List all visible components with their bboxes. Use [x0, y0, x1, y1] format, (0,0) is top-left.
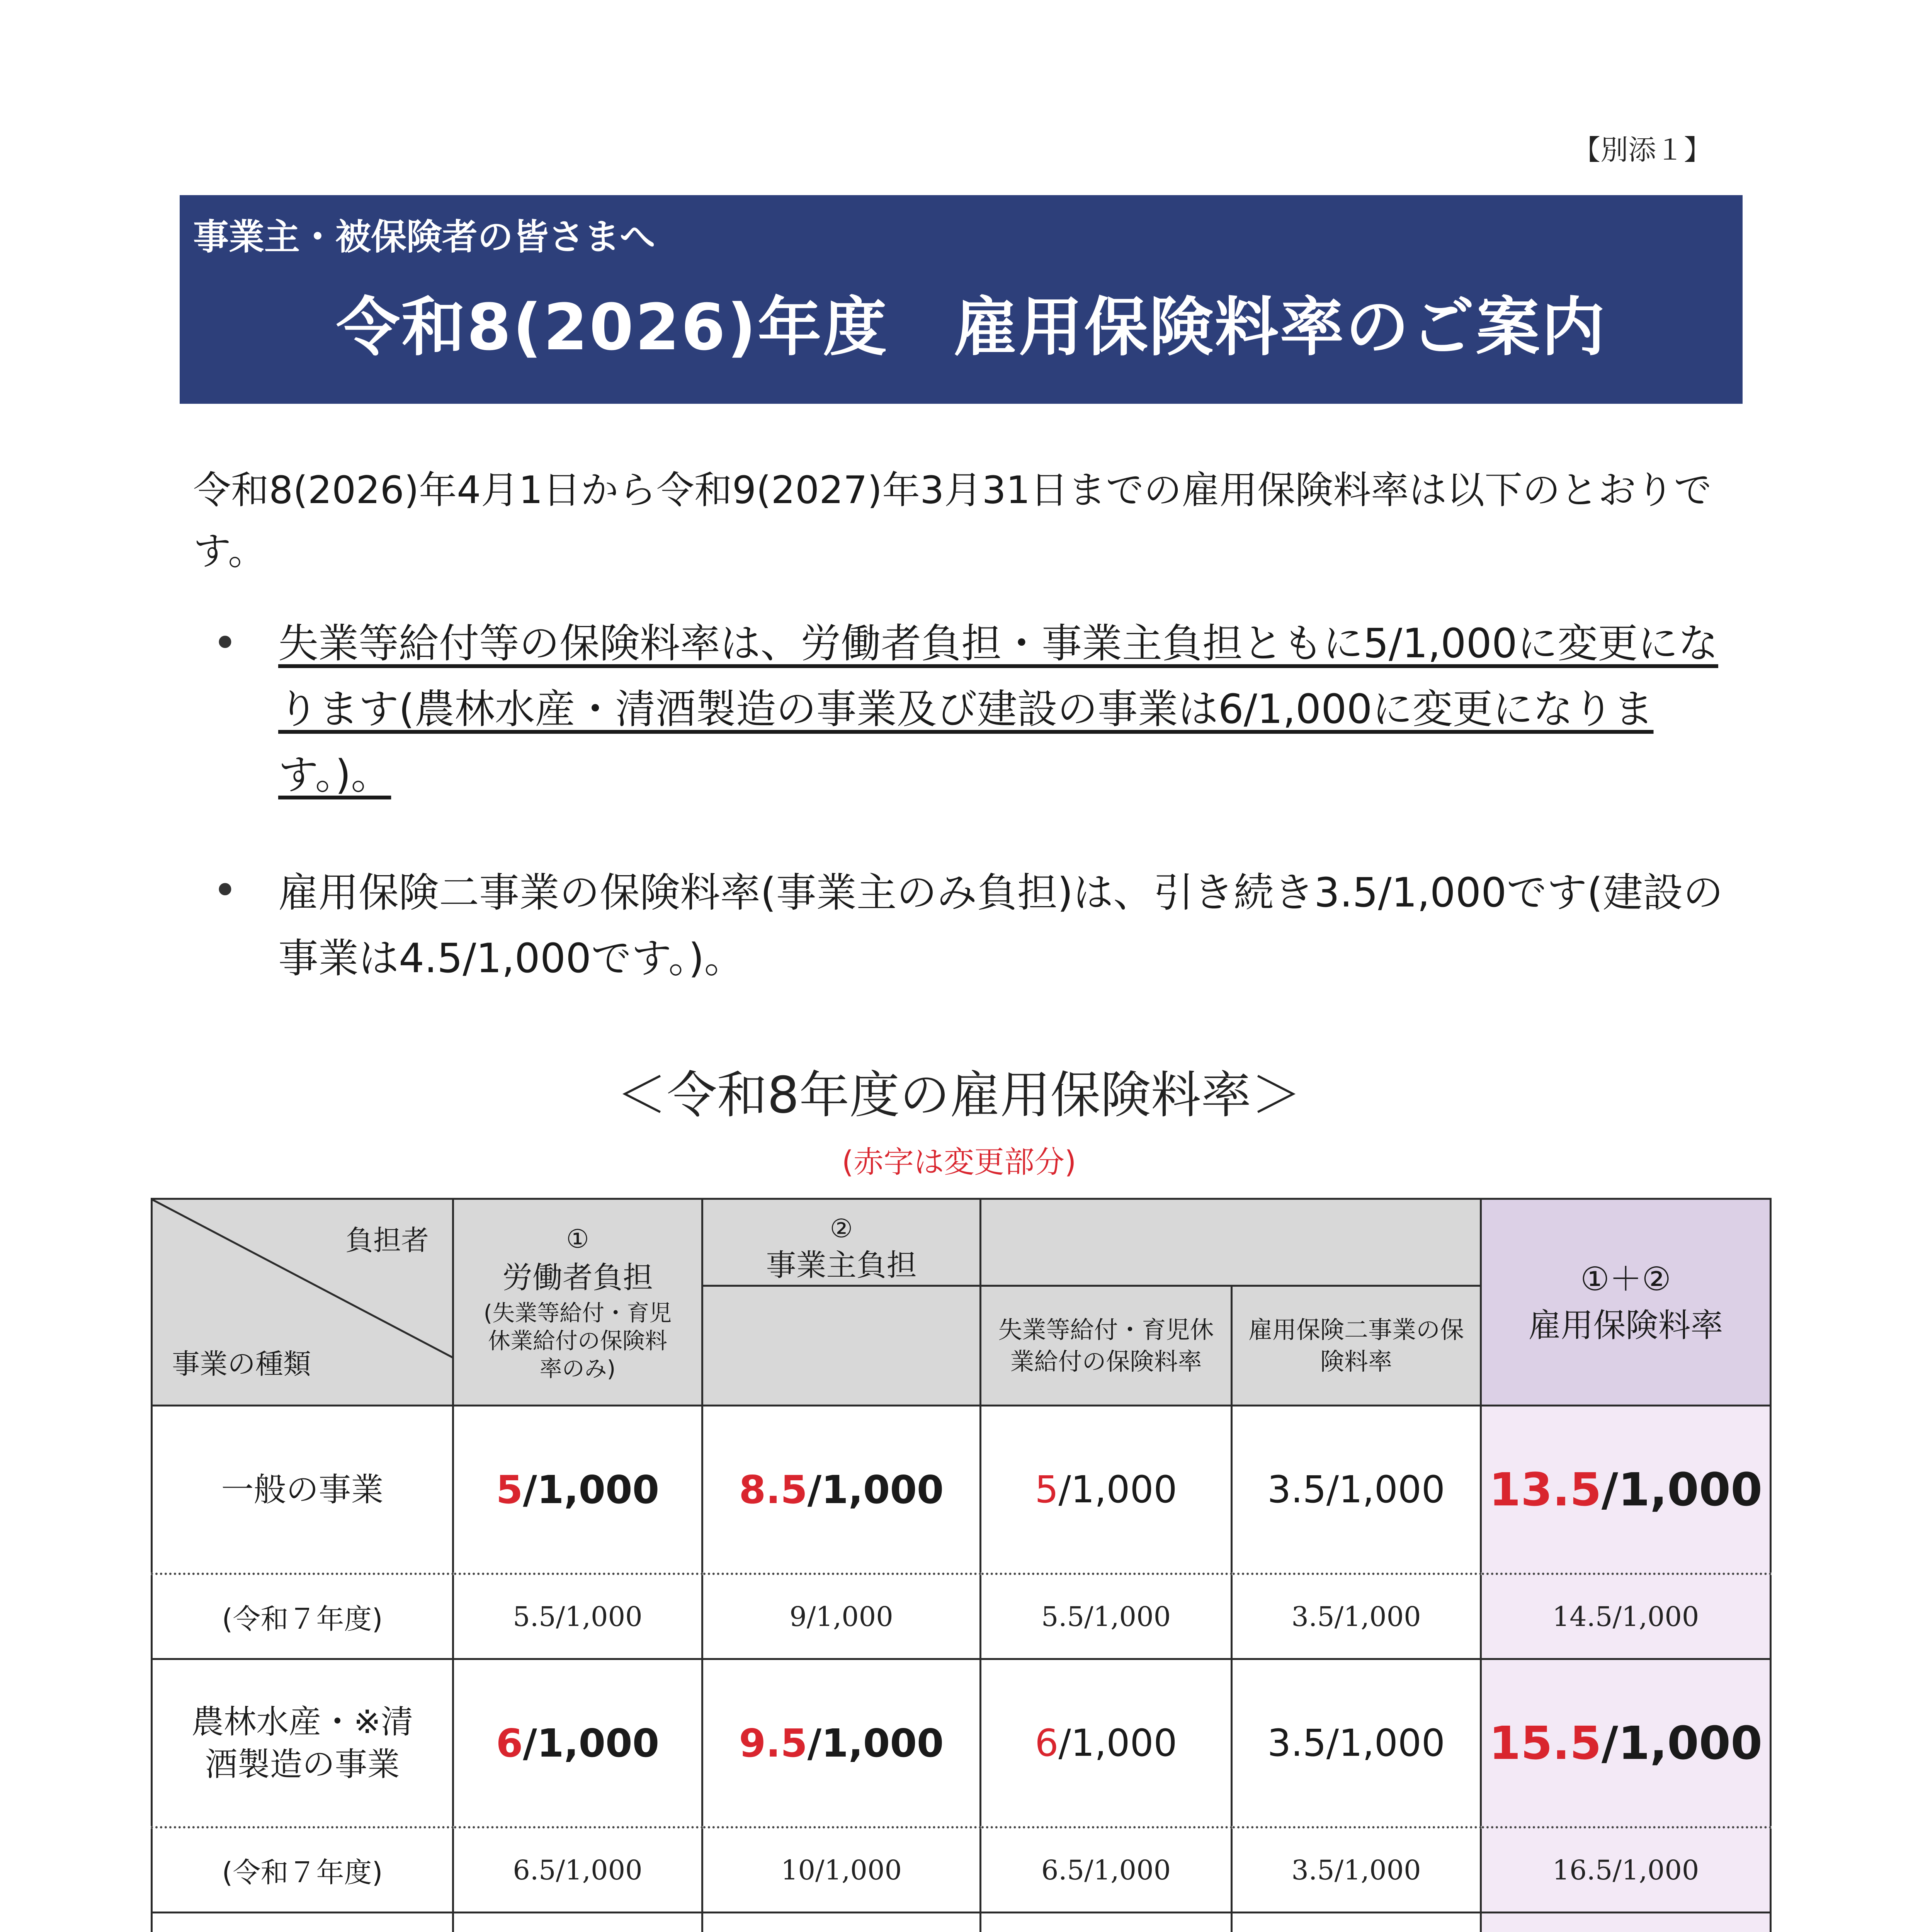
bullet-2: 雇用保険二事業の保険料率(事業主のみ負担)は、引き続き3.5/1,000です(建設の事業は4.5/1,000です。)。 [278, 869, 1723, 982]
rate-cell [453, 1659, 702, 1828]
table-row-prev [152, 1574, 1771, 1659]
rate-cell: 3.5/1,000 [1232, 1659, 1481, 1828]
col-employer-num: ② [830, 1214, 853, 1243]
col-employer-header [702, 1199, 981, 1286]
rate-cell [981, 1913, 1232, 1932]
rate-denom: /1,000 [1601, 1716, 1763, 1770]
rate-cell [702, 1913, 981, 1932]
rate-cell [453, 1913, 702, 1932]
prev-cell: 14.5/1,000 [1481, 1574, 1771, 1659]
rate-num: 5 [1035, 1468, 1059, 1511]
rate-cell [702, 1659, 981, 1828]
category-construction [152, 1913, 453, 1932]
col-worker-header [453, 1199, 702, 1406]
total-cell [1481, 1406, 1771, 1574]
rate-cell [981, 1406, 1232, 1574]
bullet-1: 失業等給付等の保険料率は、労働者負担・事業主負担ともに5/1,000に変更になります(農林水産・清酒製造の事業及び建設の事業は6/1,000に変更になります。)。 [278, 620, 1718, 798]
rate-cell [453, 1406, 702, 1574]
rate-denom: /1,000 [807, 1720, 944, 1766]
rate-num: 8.5 [739, 1467, 808, 1512]
prev-cell: 5.5/1,000 [453, 1574, 702, 1659]
col-worker-title: 労働者負担 [502, 1260, 653, 1295]
corner-bottom-label: 事業の種類 [172, 1348, 311, 1380]
corner-top-label: 負担者 [345, 1224, 429, 1257]
prev-cell: 5.5/1,000 [981, 1574, 1232, 1659]
rate-table [151, 1198, 1772, 1932]
col-unemp-header: 失業等給付・育児休業給付の保険料率 [981, 1286, 1232, 1406]
rate-num: 15.5 [1489, 1716, 1602, 1770]
col-total-title: 雇用保険料率 [1528, 1306, 1723, 1344]
rate-denom: /1,000 [1058, 1721, 1177, 1765]
table-row [152, 1913, 1771, 1932]
col-employer-title: 事業主負担 [766, 1248, 917, 1283]
rate-cell [981, 1659, 1232, 1828]
rate-num: 13.5 [1489, 1463, 1602, 1516]
rate-denom: /1,000 [1058, 1468, 1177, 1511]
col-worker-sub: (失業等給付・育児休業給付の保険料率のみ) [483, 1300, 672, 1382]
corner-cell [152, 1199, 453, 1406]
category-general: 一般の事業 [152, 1406, 453, 1574]
table-row [152, 1659, 1771, 1828]
prev-cell: 6.5/1,000 [453, 1827, 702, 1913]
header-title: 令和8(2026)年度 雇用保険料率のご案内 [336, 290, 1607, 364]
table-row [152, 1406, 1771, 1574]
prev-cell: 9/1,000 [702, 1574, 981, 1659]
rate-cell [702, 1406, 981, 1574]
rate-denom: /1,000 [523, 1720, 660, 1766]
col-employer-header-span [981, 1199, 1481, 1286]
bullet-dot-1: • [213, 618, 238, 668]
rate-num: 5 [496, 1467, 523, 1512]
rate-num: 6 [1035, 1721, 1059, 1765]
prev-label: (令和７年度) [152, 1574, 453, 1659]
col-two-header: 雇用保険二事業の保険料率 [1232, 1286, 1481, 1406]
prev-cell: 3.5/1,000 [1232, 1574, 1481, 1659]
rate-cell: 3.5/1,000 [1232, 1406, 1481, 1574]
col-worker-num: ① [566, 1224, 589, 1254]
intro-text: 令和8(2026)年4月1日から令和9(2027)年3月31日までの雇用保険料率は以下のとおりです。 [193, 468, 1712, 573]
total-cell [1481, 1659, 1771, 1828]
rate-num: 9.5 [739, 1720, 808, 1766]
rate-denom: /1,000 [523, 1467, 660, 1512]
table-note: (赤字は変更部分) [842, 1145, 1076, 1180]
header-subtitle: 事業主・被保険者の皆さまへ [193, 216, 656, 258]
rate-denom: /1,000 [1601, 1463, 1763, 1516]
rate-cell [1232, 1913, 1481, 1932]
table-row-prev [152, 1827, 1771, 1913]
prev-cell: 6.5/1,000 [981, 1827, 1232, 1913]
rate-num: 6 [496, 1720, 523, 1766]
bullet-dot-2: • [213, 866, 238, 915]
col-employer-total-sub [702, 1286, 981, 1406]
col-total-header [1481, 1199, 1771, 1406]
col-total-num: ①＋② [1580, 1260, 1671, 1298]
prev-cell: 10/1,000 [702, 1827, 981, 1913]
category-agri: 農林水産・※清酒製造の事業 [152, 1659, 453, 1828]
rate-denom: /1,000 [807, 1467, 944, 1512]
table-title: ＜令和8年度の雇用保険料率＞ [616, 1066, 1302, 1124]
prev-cell: 3.5/1,000 [1232, 1827, 1481, 1913]
total-cell [1481, 1913, 1771, 1932]
prev-label: (令和７年度) [152, 1827, 453, 1913]
prev-cell: 16.5/1,000 [1481, 1827, 1771, 1913]
attachment-tag: 【別添１】 [1573, 134, 1712, 166]
